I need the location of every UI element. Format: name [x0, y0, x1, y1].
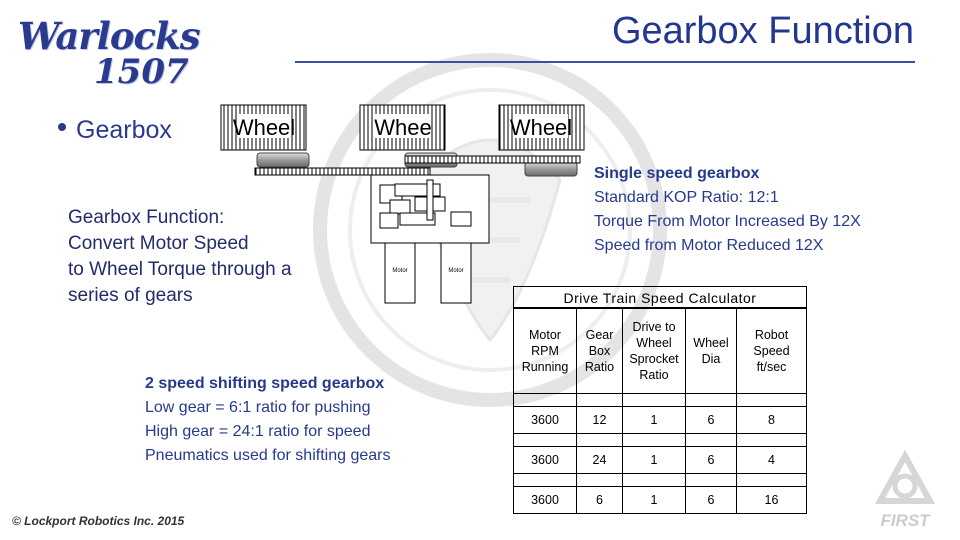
header-robot-speed: Robot Speed ft/sec	[737, 309, 807, 394]
table-row	[514, 487, 807, 514]
cell: 8	[737, 407, 807, 434]
logo-text-line1: Warlocks	[18, 14, 200, 58]
function-line: Gearbox Function:	[68, 207, 225, 228]
bullet-label: Gearbox	[76, 116, 172, 144]
cell: 24	[577, 447, 623, 474]
motor-label: Motor	[392, 268, 408, 274]
header-gear-box-ratio: Gear Box Ratio	[577, 309, 623, 394]
header-motor-rpm: Motor RPM Running	[514, 309, 577, 394]
table-spacer-row	[514, 394, 807, 407]
table-header-row	[514, 309, 807, 394]
single-speed-line: Standard KOP Ratio: 12:1	[594, 189, 779, 206]
first-logo	[860, 446, 950, 530]
title-divider	[295, 61, 915, 63]
slide-title: Gearbox Function	[611, 10, 914, 52]
cell: 3600	[514, 407, 577, 434]
wheel-hub	[525, 162, 577, 176]
table-spacer-row	[514, 434, 807, 447]
cell: 6	[577, 487, 623, 514]
table-row	[514, 407, 807, 434]
drivetrain-diagram	[215, 100, 600, 310]
single-speed-line: Speed from Motor Reduced 12X	[594, 237, 824, 254]
cell: 6	[686, 487, 737, 514]
cell: 1	[623, 407, 686, 434]
single-speed-line: Torque From Motor Increased By 12X	[594, 213, 861, 230]
speed-calculator-table	[513, 308, 807, 514]
bullet-item	[58, 116, 172, 145]
calculator-title: Drive Train Speed Calculator	[513, 286, 807, 308]
cell: 6	[686, 447, 737, 474]
copyright-footer: © Lockport Robotics Inc. 2015	[12, 514, 185, 528]
table-spacer-row	[514, 474, 807, 487]
wheel-label: Wheel	[509, 115, 573, 140]
wheel-left	[221, 105, 306, 150]
wheel-label: Wheel	[232, 115, 296, 140]
cell: 1	[623, 447, 686, 474]
cell: 1	[623, 487, 686, 514]
single-speed-heading: Single speed gearbox	[594, 165, 760, 182]
function-line: series of gears	[68, 285, 193, 306]
wheel-middle	[360, 105, 445, 150]
cell: 4	[737, 447, 807, 474]
two-speed-line: Pneumatics used for shifting gears	[145, 447, 391, 464]
wheel-hub	[257, 153, 309, 167]
cell: 3600	[514, 487, 577, 514]
bullet-dot-icon	[58, 123, 66, 131]
two-speed-line: High gear = 24:1 ratio for speed	[145, 423, 371, 440]
table-row	[514, 447, 807, 474]
two-speed-heading: 2 speed shifting speed gearbox	[145, 375, 385, 392]
drive-chain	[405, 156, 580, 163]
motor-right	[441, 243, 471, 303]
gearbox	[371, 175, 489, 243]
function-line: to Wheel Torque through a	[68, 259, 292, 280]
header-wheel-dia: Wheel Dia	[686, 309, 737, 394]
logo-text-line2: 1507	[94, 52, 189, 92]
cell: 16	[737, 487, 807, 514]
first-logo-text: FIRST	[880, 511, 930, 530]
cell: 3600	[514, 447, 577, 474]
header-drive-ratio: Drive to Wheel Sprocket Ratio	[623, 309, 686, 394]
two-speed-notes	[145, 372, 390, 468]
team-logo	[18, 14, 200, 94]
motor-label: Motor	[448, 268, 464, 274]
wheel-right	[499, 105, 584, 150]
wheel-label: Whee	[374, 115, 432, 140]
drive-chain	[255, 168, 430, 175]
two-speed-line: Low gear = 6:1 ratio for pushing	[145, 399, 371, 416]
single-speed-notes	[594, 162, 861, 258]
cell: 12	[577, 407, 623, 434]
cell: 6	[686, 407, 737, 434]
motor-left	[385, 243, 415, 303]
function-line: Convert Motor Speed	[68, 233, 249, 254]
